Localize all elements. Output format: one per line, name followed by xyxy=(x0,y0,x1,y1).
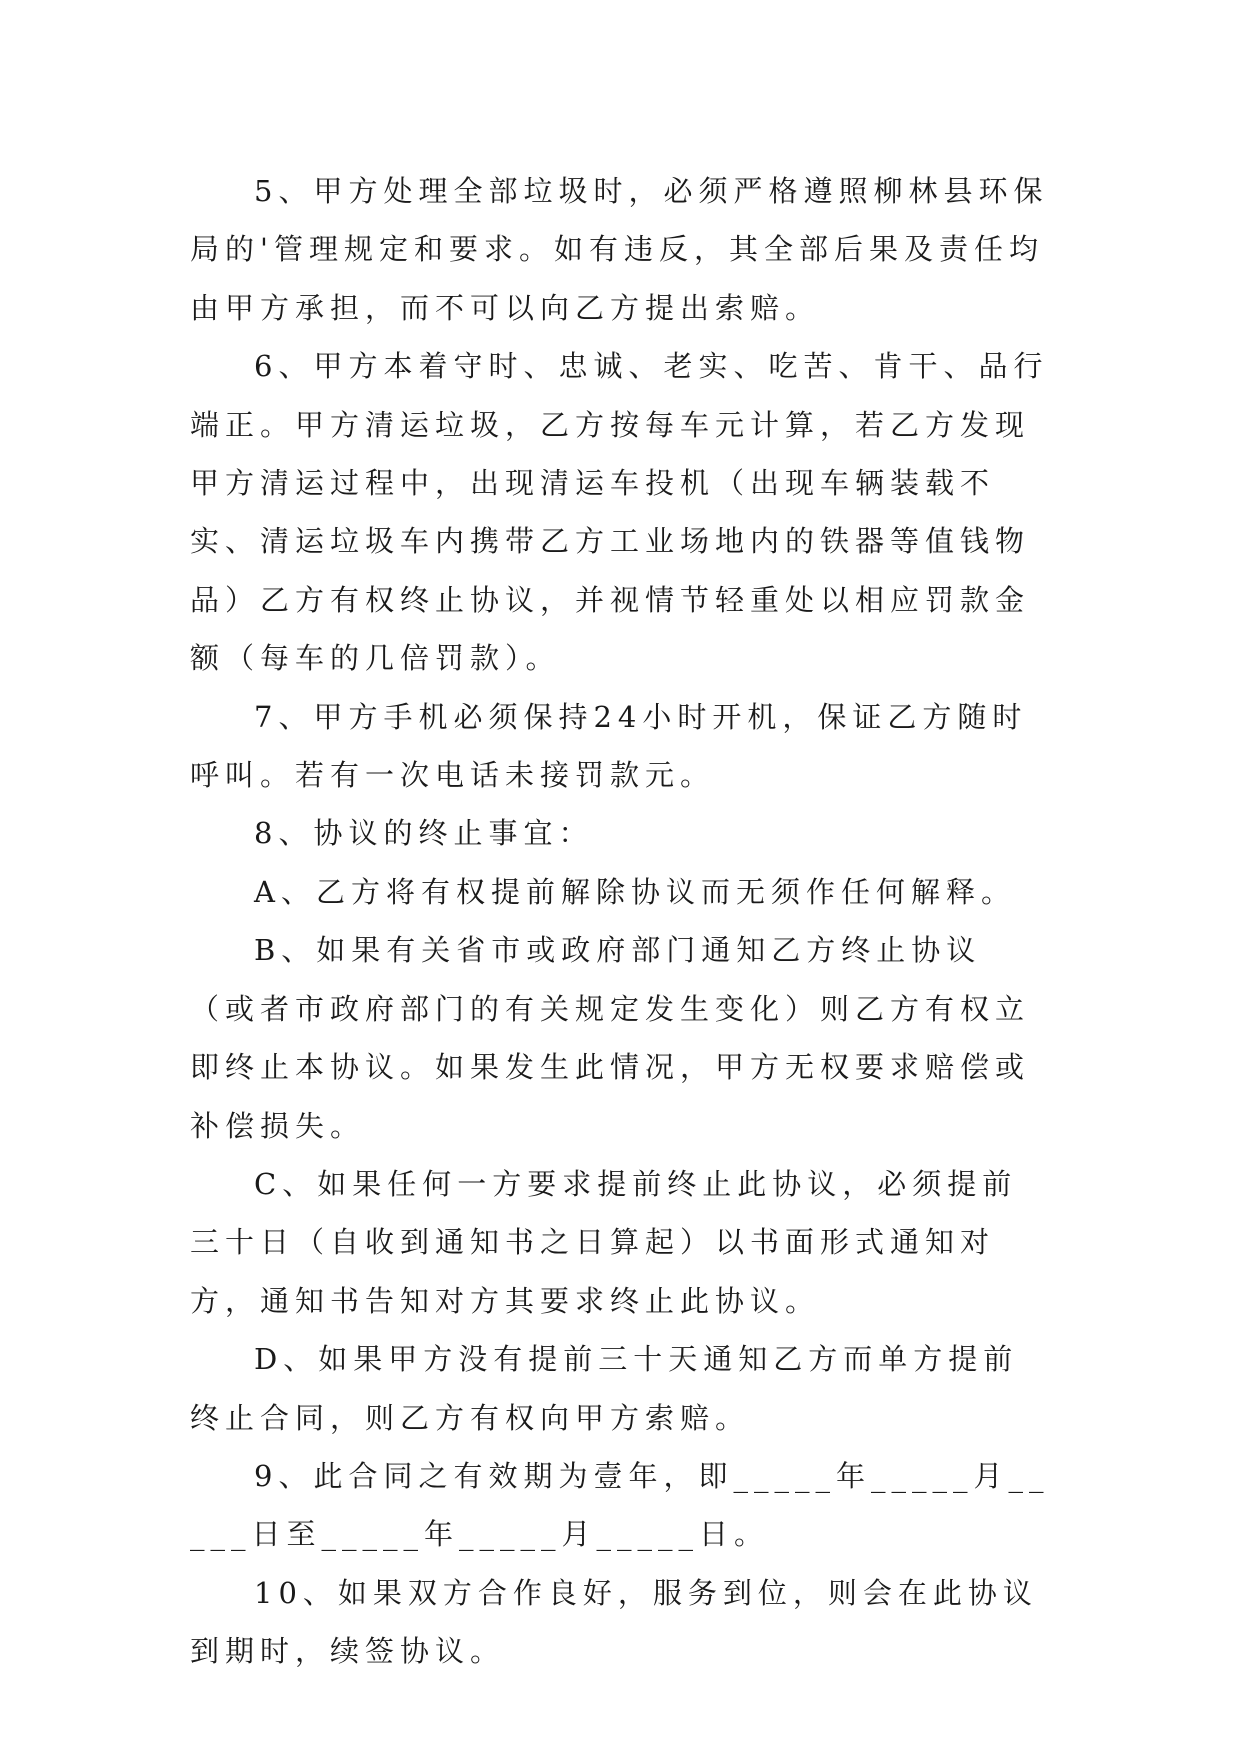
clause-5: 5、甲方处理全部垃圾时，必须严格遵照柳林县环保局的'管理规定和要求。如有违反，其全部后果及责任均由甲方承担，而不可以向乙方提出索赔。 xyxy=(190,174,1049,325)
clause-8-heading: 8、协议的终止事宜： xyxy=(254,816,594,851)
clause-8-c: C、如果任何一方要求提前终止此协议，必须提前三十日（自收到通知书之日算起）以书面形式通知对方，通知书告知对方其要求终止此协议。 xyxy=(190,1166,1018,1318)
clause-10: 10、如果双方合作良好，服务到位，则会在此协议到期时，续签协议。 xyxy=(190,1575,1038,1669)
document-body xyxy=(190,162,1050,1681)
clause-8-a: A、乙方将有权提前解除协议而无须作任何解释。 xyxy=(254,874,1016,909)
clause-8-d: D、如果甲方没有提前三十天通知乙方而单方提前终止合同，则乙方有权向甲方索赔。 xyxy=(190,1342,1019,1435)
clause-9: 9、此合同之有效期为壹年，即_____年_____月_____日至_____年_____月_____日。 xyxy=(190,1458,1050,1552)
clause-7: 7、甲方手机必须保持24小时开机，保证乙方随时呼叫。若有一次电话未接罚款元。 xyxy=(190,699,1028,793)
clause-8-b: B、如果有关省市或政府部门通知乙方终止协议（或者市政府部门的有关规定发生变化）则乙方有权立即终止本协议。如果发生此情况，甲方无权要求赔偿或补偿损失。 xyxy=(190,933,1031,1143)
clause-6: 6、甲方本着守时、忠诚、老实、吃苦、肯干、品行端正。甲方清运垃圾，乙方按每车元计算，若乙方发现甲方清运过程中，出现清运车投机（出现车辆装载不实、清运垃圾车内携带乙方工业场地内的铁器等值钱物品）乙方有权终止协议，并视情节轻重处以相应罚款金额（每车的几倍罚款）。 xyxy=(190,349,1049,676)
